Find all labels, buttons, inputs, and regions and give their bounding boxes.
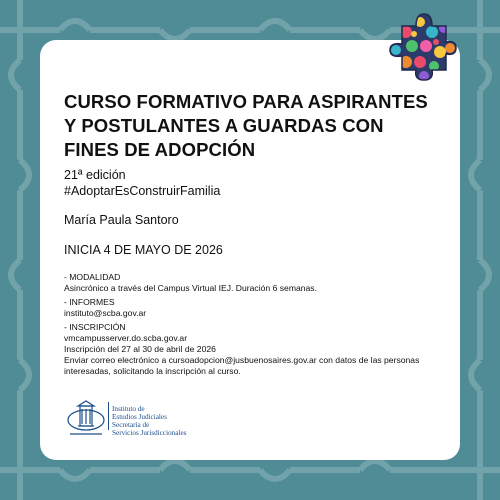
author-name: María Paula Santoro bbox=[64, 213, 179, 227]
course-title bbox=[64, 90, 444, 162]
institute-label bbox=[112, 405, 167, 421]
modalidad-heading: - MODALIDAD bbox=[64, 272, 121, 282]
inscripcion-section bbox=[64, 322, 454, 377]
start-date: INICIA 4 DE MAYO DE 2026 bbox=[64, 243, 223, 257]
court-logo-icon bbox=[64, 398, 108, 438]
inscripcion-dates: Inscripción del 27 al 30 de abril de 2026 bbox=[64, 344, 216, 354]
inscripcion-instructions: Enviar correo electrónico a cursoadopcion@jusbuenosaires.gov.ar con datos de las personas bbox=[64, 355, 420, 365]
modalidad-text: Asincrónico a través del Campus Virtual IEJ. Duración 6 semanas. bbox=[64, 283, 317, 293]
edition-text: 21ª edición bbox=[64, 168, 126, 182]
informes-section bbox=[64, 297, 454, 319]
puzzle-piece-icon bbox=[388, 12, 458, 82]
secretaria-label bbox=[112, 421, 186, 437]
institute-line-2: Estudios Judiciales bbox=[112, 413, 167, 421]
secretaria-line-2: Servicios Jurisdiccionales bbox=[112, 429, 187, 437]
informes-heading: - INFORMES bbox=[64, 297, 115, 307]
modalidad-section bbox=[64, 272, 454, 294]
title-line-1: CURSO FORMATIVO PARA ASPIRANTES bbox=[64, 91, 428, 112]
title-line-2: Y POSTULANTES A GUARDAS CON bbox=[64, 115, 384, 136]
informes-email-link[interactable]: instituto@scba.gov.ar bbox=[64, 308, 147, 318]
logo-divider bbox=[108, 402, 109, 430]
secretaria-line-1: Secretaría de bbox=[112, 421, 150, 429]
inscripcion-url-link[interactable]: vmcampusserver.do.scba.gov.ar bbox=[64, 333, 188, 343]
institute-line-1: Instituto de bbox=[112, 405, 145, 413]
inscripcion-instructions-cont: interesadas, solicitando la inscripción al curso. bbox=[64, 366, 241, 376]
title-line-3: FINES DE ADOPCIÓN bbox=[64, 139, 256, 160]
inscripcion-heading: - INSCRIPCIÓN bbox=[64, 322, 126, 332]
hashtag-text: #AdoptarEsConstruirFamilia bbox=[64, 184, 221, 198]
